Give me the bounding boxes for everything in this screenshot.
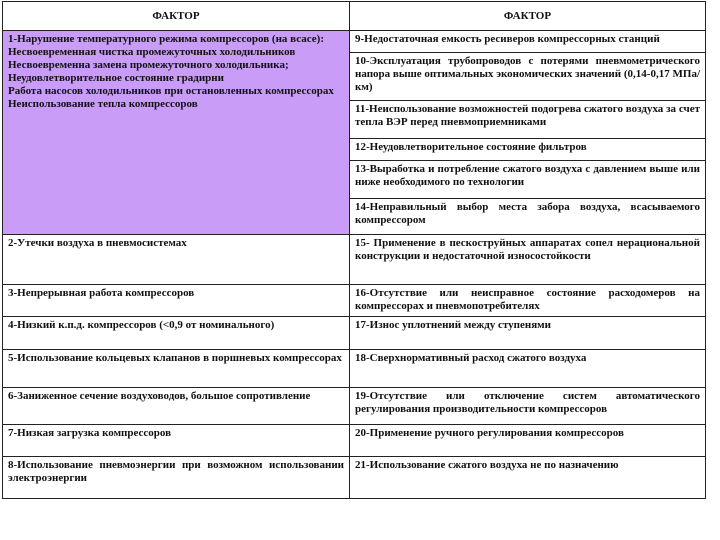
- factor-11: 11-Неиспользование возможностей подогрева сжатого воздуха за счет тепла ВЭР перед пневмоприемниками: [350, 101, 706, 139]
- factor-1-sub: Работа насосов холодильников при остановленных компрессорах: [8, 85, 334, 97]
- factor-1-sub: Неудовлетворительное состояние градирни: [8, 72, 224, 84]
- table-row: [3, 457, 706, 499]
- table-row: [3, 317, 706, 350]
- factor-13: 13-Выработка и потребление сжатого воздуха с давлением выше или ниже необходимого по технологии: [350, 161, 706, 199]
- factor-2: 2-Утечки воздуха в пневмосистемах: [3, 235, 350, 285]
- factor-1-sub: Несвоевременная чистка промежуточных холодильников: [8, 46, 296, 58]
- factor-1: 1-Нарушение температурного режима компрессоров (на всасе):: [8, 33, 324, 45]
- table-row: [3, 388, 706, 425]
- factors-table: [2, 1, 706, 499]
- header-left: ФАКТОР: [3, 2, 350, 31]
- factor-12: 12-Неудовлетворительное состояние фильтров: [350, 139, 706, 161]
- factor-10: 10-Эксплуатация трубопроводов с потерями пневмометрического напора выше оптимальных экономических значений (0,14-0,17 МПа/км): [350, 53, 706, 101]
- factor-5: 5-Использование кольцевых клапанов в поршневых компрессорах: [3, 350, 350, 388]
- factor-6: 6-Заниженное сечение воздуховодов, большое сопротивление: [3, 388, 350, 425]
- factor-17: 17-Износ уплотнений между ступенями: [350, 317, 706, 350]
- table-row: [3, 425, 706, 457]
- factor-19: 19-Отсутствие или отключение систем автоматического регулирования производительности компрессоров: [350, 388, 706, 425]
- factor-16: 16-Отсутствие или неисправное состояние расходомеров на компрессорах и пневмопотребителях: [350, 285, 706, 317]
- factor-21: 21-Использование сжатого воздуха не по назначению: [350, 457, 706, 499]
- factor-9: 9-Недостаточная емкость ресиверов компрессорных станций: [350, 31, 706, 53]
- factor-1-sub: Несвоевременна замена промежуточного холодильника;: [8, 59, 289, 71]
- factor-3: 3-Непрерывная работа компрессоров: [3, 285, 350, 317]
- factor-8: 8-Использование пневмоэнергии при возможном использовании электроэнергии: [3, 457, 350, 499]
- factor-14: 14-Неправильный выбор места забора воздуха, всасываемого компрессором: [350, 199, 706, 235]
- factor-4: 4-Низкий к.п.д. компрессоров (<0,9 от номинального): [3, 317, 350, 350]
- table-row: [3, 350, 706, 388]
- factor-18: 18-Сверхнормативный расход сжатого воздуха: [350, 350, 706, 388]
- header-row: [3, 2, 706, 31]
- factor-1-sub: Неиспользование тепла компрессоров: [8, 98, 198, 110]
- factor-7: 7-Низкая загрузка компрессоров: [3, 425, 350, 457]
- table-row: [3, 235, 706, 285]
- factor-15: 15- Применение в пескоструйных аппаратах сопел нерациональной конструкции и недостаточной износостойкости: [350, 235, 706, 285]
- temperature-factor-cell: [3, 31, 350, 235]
- factor-20: 20-Применение ручного регулирования компрессоров: [350, 425, 706, 457]
- header-right: ФАКТОР: [350, 2, 706, 31]
- table-row: [3, 285, 706, 317]
